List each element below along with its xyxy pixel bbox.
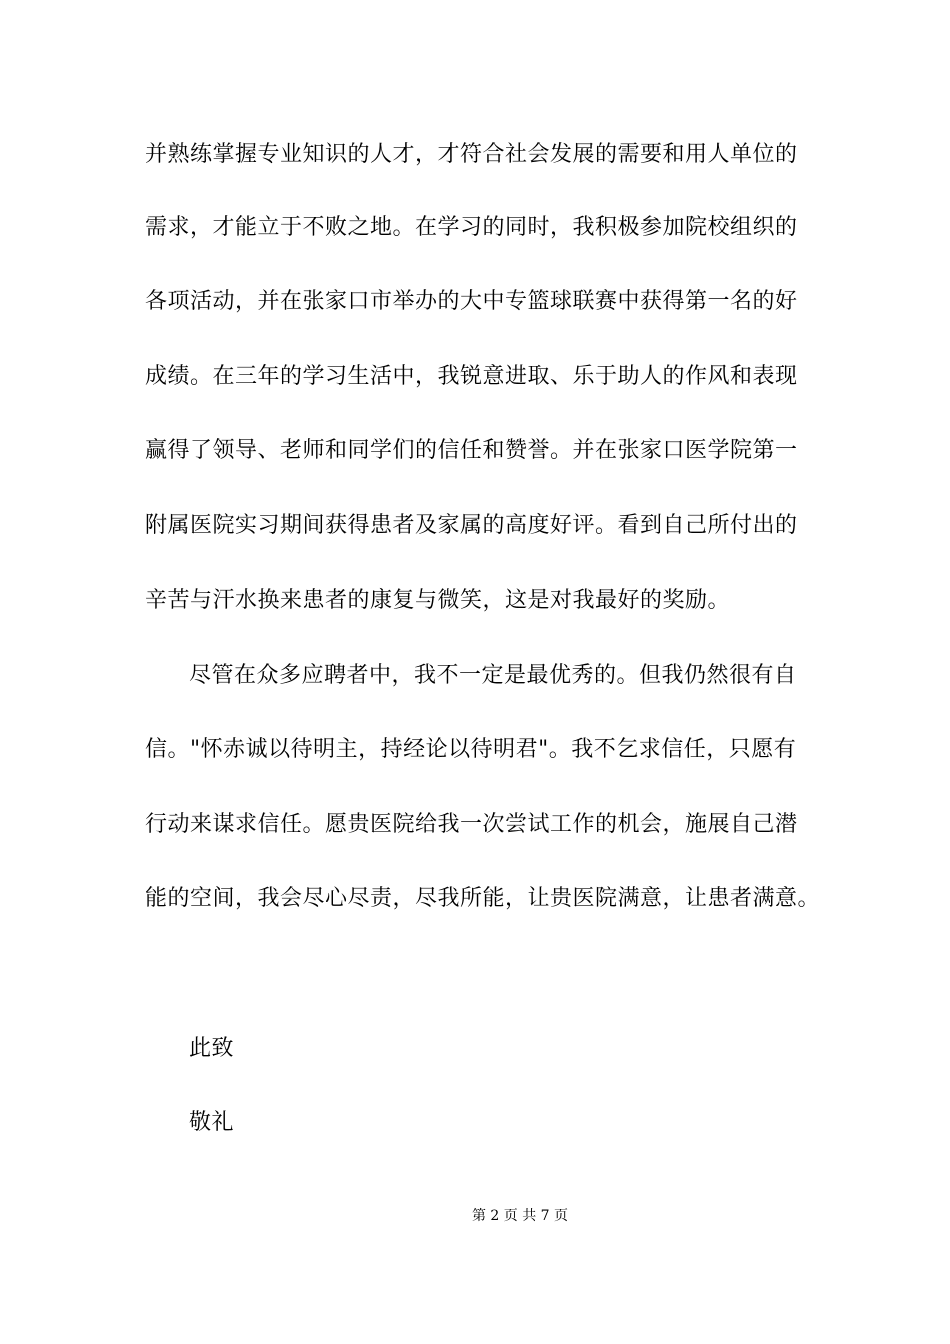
- paragraph-line: 各项活动，并在张家口市举办的大中专篮球联赛中获得第一名的好: [145, 289, 798, 314]
- paragraph-line: 附属医院实习期间获得患者及家属的高度好评。看到自己所付出的: [145, 513, 798, 538]
- closing-regards: 敬礼: [189, 1110, 235, 1135]
- paragraph-line: 尽管在众多应聘者中，我不一定是最优秀的。但我仍然很有自: [189, 663, 797, 688]
- paragraph-line: 信。"怀赤诚以待明主，持经论以待明君"。我不乞求信任，只愿有: [145, 737, 797, 762]
- paragraph-line: 能的空间，我会尽心尽责，尽我所能，让贵医院满意，让患者满意。: [145, 886, 821, 911]
- closing-salutation: 此致: [189, 1036, 235, 1061]
- paragraph-line: 并熟练掌握专业知识的人才，才符合社会发展的需要和用人单位的: [145, 142, 798, 167]
- paragraph-line: 行动来谋求信任。愿贵医院给我一次尝试工作的机会，施展自己潜: [145, 812, 798, 837]
- paragraph-line: 成绩。在三年的学习生活中，我锐意进取、乐于助人的作风和表现: [145, 364, 798, 389]
- paragraph-line: 需求，才能立于不败之地。在学习的同时，我积极参加院校组织的: [145, 215, 798, 240]
- paragraph-line: 辛苦与汗水换来患者的康复与微笑，这是对我最好的奖励。: [145, 588, 731, 613]
- page-number-footer: 第 2 页 共 7 页: [471, 1208, 569, 1224]
- paragraph-line: 赢得了领导、老师和同学们的信任和赞誉。并在张家口医学院第一: [145, 438, 798, 463]
